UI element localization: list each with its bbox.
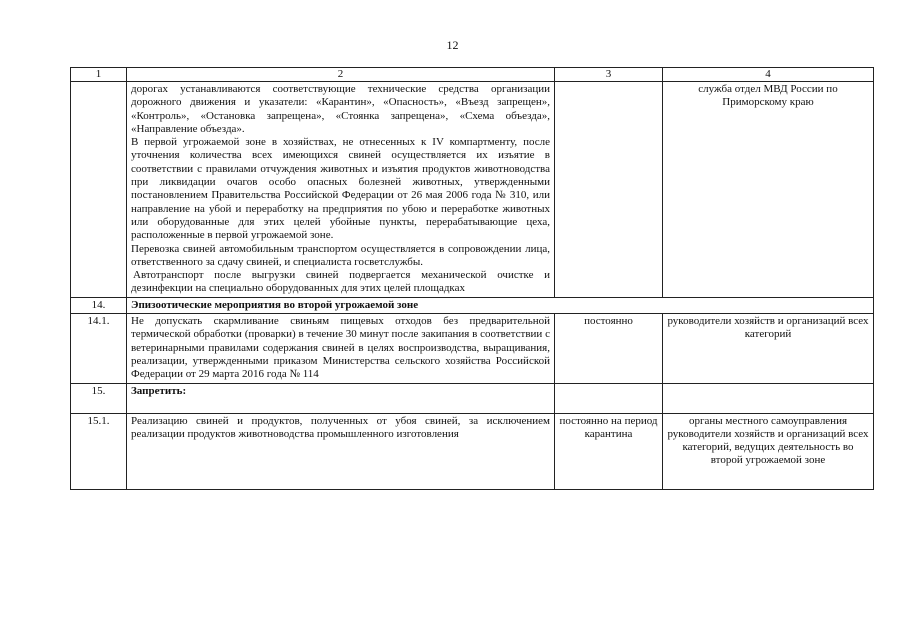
empty-cell	[663, 383, 874, 413]
header-cell-1: 1	[71, 68, 127, 82]
measure-paragraph: Перевозка свиней автомобильным транспортом осуществляется в сопровождении лица, ответственного за сдачу свиней, и специалиста госветслужбы.	[131, 242, 550, 268]
table-row-section-15	[71, 383, 874, 413]
row-number-cell: 14.1.	[71, 314, 127, 383]
table-row-14-1	[71, 314, 874, 383]
table-row-section-14	[71, 297, 874, 313]
table-header-row	[71, 68, 874, 82]
section-title: Запретить:	[127, 383, 555, 413]
deadline-cell: постоянно на период карантина	[555, 413, 663, 489]
table-row-continuation	[71, 82, 874, 298]
header-cell-2: 2	[127, 68, 555, 82]
measure-paragraph: В первой угрожаемой зоне в хозяйствах, не отнесенных к IV компартменту, после уточнения количества всех имеющихся свиней осуществляется их изъятие в соответствии с правилами отчуждения животных и изъятия продуктов животноводства при ликвидации очагов особо опасных болезней животных, утвержденными постановлением Правительства Российской Федерации от 26 мая 2006 года № 310, или направление на убой и переработку на предприятия по убою и переработке животных или оборудованные для этих целей убойные пункты, перерабатывающие цеха, расположенные в первой угрожаемой зоне.	[131, 136, 550, 242]
page-number: 12	[446, 38, 459, 52]
measure-text-cell: Реализацию свиней и продуктов, полученных от убоя свиней, за исключением реализации продуктов животноводства промышленного изготовления	[127, 413, 555, 489]
responsible-cell: служба отдел МВД России по Приморскому краю	[663, 82, 874, 298]
responsible-cell: органы местного самоуправления руководители хозяйств и организаций всех категорий, ведущих деятельность во второй угрожаемой зоне	[663, 413, 874, 489]
table-row-15-1	[71, 413, 874, 489]
row-number-cell: 15.1.	[71, 413, 127, 489]
responsible-cell: руководители хозяйств и организаций всех категорий	[663, 314, 874, 383]
measure-text-cell	[127, 82, 555, 298]
section-title: Эпизоотические мероприятия во второй угрожаемой зоне	[127, 297, 874, 313]
empty-cell	[555, 383, 663, 413]
header-cell-3: 3	[555, 68, 663, 82]
row-number-cell	[71, 82, 127, 298]
measures-table	[70, 67, 874, 490]
row-number-cell: 14.	[71, 297, 127, 313]
row-number-cell: 15.	[71, 383, 127, 413]
measure-paragraph: Автотранспорт после выгрузки свиней подвергается механической очистке и дезинфекции на специально оборудованных для этих целей площадках	[131, 269, 550, 295]
deadline-cell	[555, 82, 663, 298]
measure-paragraph: дорогах устанавливаются соответствующие технические средства организации дорожного движения и указатели: «Карантин», «Опасность», «Въезд запрещен», «Контроль», «Остановка запрещена», «Стоянка запрещена», «Схема объезда», «Направление объезда».	[131, 83, 550, 135]
measure-text-cell: Не допускать скармливание свиньям пищевых отходов без предварительной термической обработки (проварки) в течение 30 минут после закипания в соответствии с ветеринарными правилами содержания свиней в целях воспроизводства, выращивания, реализации, утвержденными приказом Министерства сельского хозяйства Российской Федерации от 29 марта 2016 года № 114	[127, 314, 555, 383]
header-cell-4: 4	[663, 68, 874, 82]
deadline-cell: постоянно	[555, 314, 663, 383]
